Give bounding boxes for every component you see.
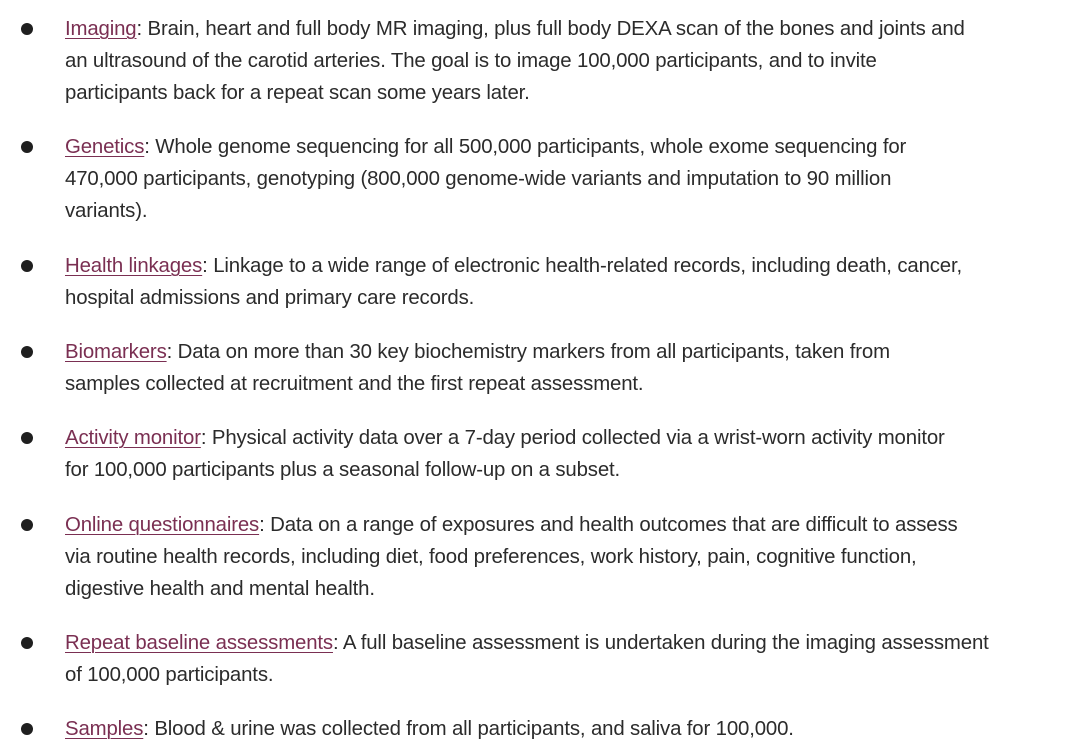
repeat-baseline-assessments-link[interactable]: Repeat baseline assessments — [65, 632, 333, 654]
item-text-line: samples collected at recruitment and the first repeat assessment. — [65, 373, 644, 395]
item-text-line: 470,000 participants, genotyping (800,000 genome-wide variants and imputation to 90 million — [65, 168, 892, 190]
bullet-icon — [21, 141, 33, 153]
health-linkages-link[interactable]: Health linkages — [65, 255, 203, 277]
genetics-link[interactable]: Genetics — [65, 136, 145, 158]
imaging-link[interactable]: Imaging — [65, 18, 137, 40]
list-item-text: Biomarkers: Data on more than 30 key biochemistry markers from all participants, taken from samples collected at recruitment and the first repeat assessment. — [65, 336, 1071, 400]
list-item-text: Health linkages: Linkage to a wide range of electronic health-related records, including death, cancer, hospital admissions and primary care records. — [65, 250, 1071, 314]
item-text-line: digestive health and mental health. — [65, 578, 375, 600]
item-text-line: Blood & urine was collected from all participants, and saliva for 100,000. — [148, 718, 794, 740]
bullet-icon — [21, 260, 33, 272]
item-text-line: for 100,000 participants plus a seasonal follow-up on a subset. — [65, 459, 621, 481]
item-text-line: Data on more than 30 key biochemistry markers from all participants, taken from — [172, 341, 890, 363]
bullet-icon — [21, 519, 33, 531]
item-text-line: Whole genome sequencing for all 500,000 participants, whole exome sequencing for — [149, 136, 907, 158]
item-text-line: Data on a range of exposures and health outcomes that are difficult to assess — [264, 514, 958, 536]
item-text-line: Linkage to a wide range of electronic health-related records, including death, cancer, — [207, 255, 963, 277]
bullet-icon — [21, 23, 33, 35]
item-text-line: participants back for a repeat scan some years later. — [65, 82, 530, 104]
list-item-text: Activity monitor: Physical activity data over a 7-day period collected via a wrist-worn activity monitor for 100,000 participants plus a seasonal follow-up on a subset. — [65, 422, 1071, 486]
list-item-text: Imaging: Brain, heart and full body MR imaging, plus full body DEXA scan of the bones and joints and an ultrasound of the carotid arteries. The goal is to image 100,000 participants, and to invite participants back for a repeat scan some years later. — [65, 13, 1071, 109]
online-questionnaires-link[interactable]: Online questionnaires — [65, 514, 260, 536]
list-item-text: Samples: Blood & urine was collected from all participants, and saliva for 100,000. — [65, 718, 794, 740]
item-text-line: variants). — [65, 200, 148, 222]
samples-link[interactable]: Samples — [65, 718, 144, 740]
biomarkers-link[interactable]: Biomarkers — [65, 341, 167, 363]
item-text-line: Brain, heart and full body MR imaging, plus full body DEXA scan of the bones and joints and — [142, 18, 965, 40]
bullet-icon — [21, 346, 33, 358]
list-item-text: Repeat baseline assessments: A full baseline assessment is undertaken during the imaging assessment of 100,000 participants. — [65, 627, 1071, 691]
item-text-line: of 100,000 participants. — [65, 664, 274, 686]
item-text-line: hospital admissions and primary care records. — [65, 287, 475, 309]
item-text-line: an ultrasound of the carotid arteries. The goal is to image 100,000 participants, and to invite — [65, 50, 877, 72]
item-text-line: Physical activity data over a 7-day period collected via a wrist-worn activity monitor — [206, 427, 945, 449]
item-text-line: A full baseline assessment is undertaken during the imaging assessment — [338, 632, 989, 654]
activity-monitor-link[interactable]: Activity monitor — [65, 427, 201, 449]
list-item-text: Online questionnaires: Data on a range of exposures and health outcomes that are difficult to assess via routine health records, including diet, food preferences, work history, pain, cognitive function, digestive health and mental health. — [65, 509, 1071, 605]
item-text-line: via routine health records, including diet, food preferences, work history, pain, cognitive function, — [65, 546, 917, 568]
list-item-text: Genetics: Whole genome sequencing for all 500,000 participants, whole exome sequencing for 470,000 participants, genotyping (800,000 genome-wide variants and imputation to 90 million variants). — [65, 131, 1071, 227]
bullet-icon — [21, 723, 33, 735]
bullet-icon — [21, 637, 33, 649]
bullet-icon — [21, 432, 33, 444]
